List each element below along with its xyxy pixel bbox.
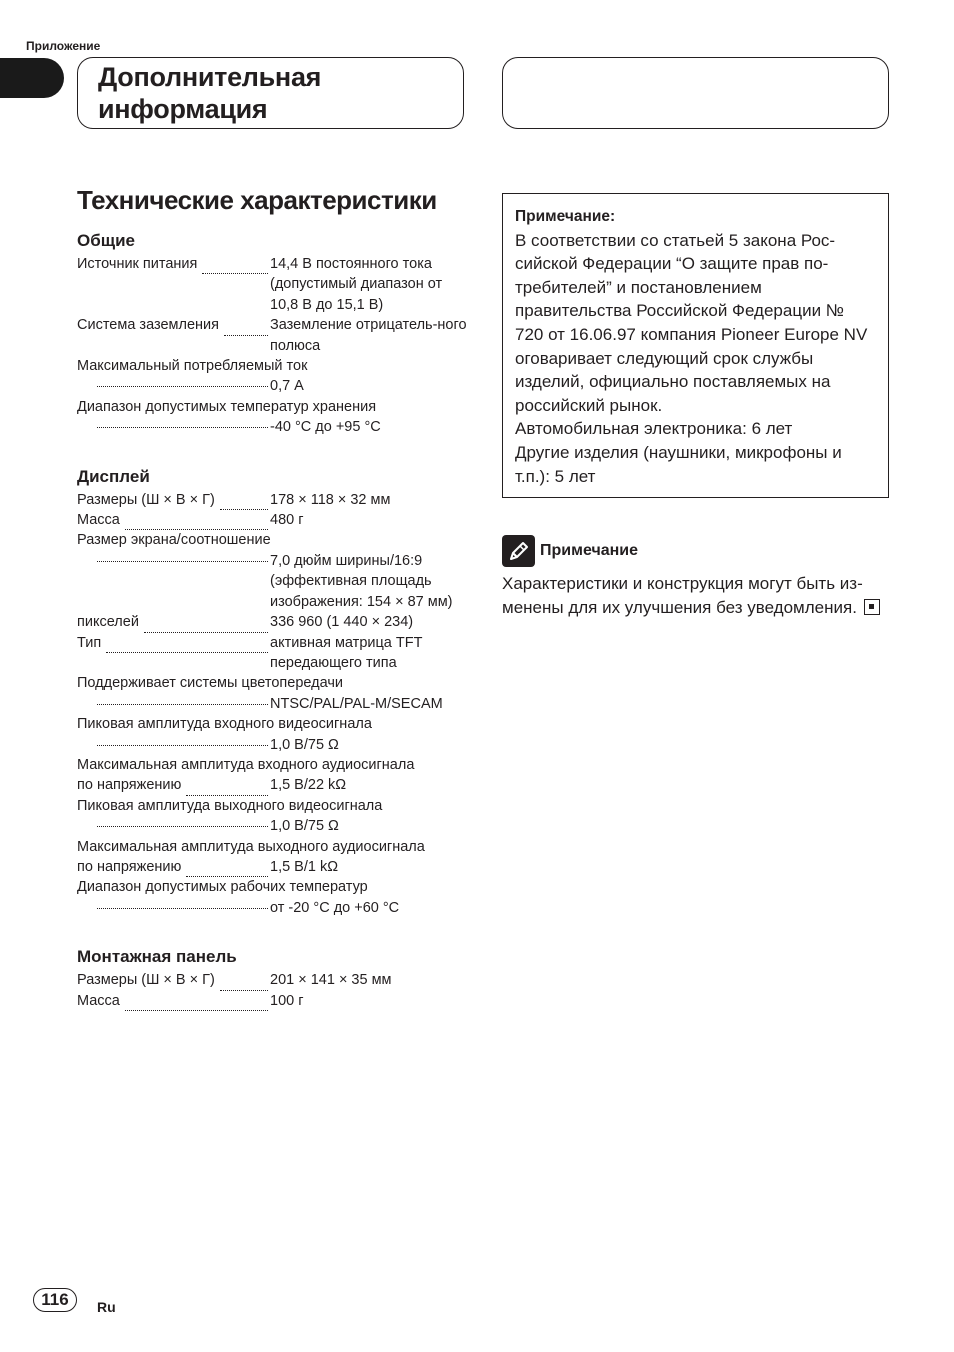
spec-label: Размер экрана/соотношение <box>77 532 271 549</box>
chapter-title-box <box>77 57 464 129</box>
chapter-tab <box>0 58 64 98</box>
section-label: Приложение <box>26 39 101 53</box>
pen-icon <box>502 535 535 567</box>
spec-label: Масса <box>77 512 120 529</box>
spec-value: 1,0 В/75 Ω <box>270 736 339 753</box>
spec-row-color <box>77 694 467 714</box>
spec-label: по напряжению <box>77 777 182 794</box>
end-mark-icon <box>864 599 880 615</box>
spec-label: Максимальный потребляемый ток <box>77 358 308 375</box>
spec-row-current <box>77 376 467 396</box>
spec-value: 201 × 141 × 35 мм <box>270 972 392 989</box>
group-title-display: Дисплей <box>77 466 150 486</box>
spec-value: 0,7 А <box>270 378 304 395</box>
spec-row-optemp <box>77 898 467 918</box>
spec-label: Диапазон допустимых рабочих температур <box>77 879 368 896</box>
spec-label: Пиковая амплитуда входного видеосигнала <box>77 716 372 733</box>
page-title: Технические характеристики <box>77 185 437 215</box>
spec-row-mass <box>77 510 467 530</box>
spec-row-mount-mass <box>77 991 467 1011</box>
legal-note-box <box>502 193 889 498</box>
note-block <box>502 535 889 619</box>
legal-note-other: Другие изделия (наушники, микрофоны и т.п.): 5 лет <box>515 442 842 486</box>
spec-value: от -20 °C до +60 °C <box>270 899 400 916</box>
legal-note-body: В соответствии со статьей 5 закона Рос-сийской Федерации “О защите прав по-требителей” и постановлением правительства Российской Федерации № 720 от 16.06.97 компания Pioneer Europe NV оговаривает следующий срок службы изделий, официально поставляемых на российский рынок. <box>515 230 868 415</box>
spec-row-dims <box>77 490 467 510</box>
page-number: 116 <box>33 1288 77 1312</box>
spec-label: пикселей <box>77 614 139 631</box>
note-heading: Примечание <box>540 542 639 559</box>
spec-value: 178 × 118 × 32 мм <box>270 491 391 508</box>
spec-row-pixels <box>77 612 467 632</box>
spec-value: 1,5 В/22 kΩ <box>270 777 347 794</box>
spec-label: Источник питания <box>77 256 198 272</box>
spec-row-power <box>77 254 467 315</box>
spec-label: Тип <box>77 634 102 651</box>
spec-label: Поддерживает системы цветопередачи <box>77 675 343 692</box>
spec-label: Размеры (Ш × В × Г) <box>77 491 215 508</box>
spec-label: Система заземления <box>77 317 219 334</box>
legal-note-auto: Автомобильная электроника: 6 лет <box>515 419 793 439</box>
spec-row-storage <box>77 417 467 437</box>
spec-label: Пиковая амплитуда выходного видеосигнала <box>77 797 383 814</box>
spec-label: Размеры (Ш × В × Г) <box>77 972 215 989</box>
spec-value: 7,0 дюйм ширины/16:9 (эффективная площадь изображения: 154 × 87 мм) <box>270 552 453 610</box>
spec-value: 1,0 В/75 Ω <box>270 818 339 835</box>
spec-value: 480 г <box>270 512 304 529</box>
group-title-general: Общие <box>77 231 135 250</box>
spec-row-ain <box>77 775 467 795</box>
specs-column <box>77 228 467 1011</box>
spec-row-vout <box>77 816 467 836</box>
legal-note-heading: Примечание: <box>515 208 616 225</box>
header-empty-box <box>502 57 889 129</box>
spec-row-ground <box>77 315 467 356</box>
spec-label: Максимальная амплитуда выходного аудиосигнала <box>77 838 425 855</box>
spec-label: Диапазон допустимых температур хранения <box>77 398 377 415</box>
language-code: Ru <box>97 1299 116 1315</box>
spec-row-type <box>77 633 467 674</box>
spec-label: Максимальная амплитуда входного аудиосигнала <box>77 756 415 773</box>
note-body: Характеристики и конструкция могут быть из-менены для их улучшения без уведомления. <box>502 574 863 617</box>
spec-value: Заземление отрицатель-ного полюса <box>270 317 467 354</box>
spec-value: активная матрица TFT передающего типа <box>270 634 423 671</box>
spec-row-aout <box>77 857 467 877</box>
spec-value: 100 г <box>270 992 304 1009</box>
spec-value: NTSC/PAL/PAL-M/SECAM <box>270 695 443 712</box>
spec-value: 1,5 В/1 kΩ <box>270 858 339 875</box>
spec-row-screen <box>77 551 467 612</box>
spec-label: Масса <box>77 992 120 1009</box>
spec-value: 336 960 (1 440 × 234) <box>270 614 414 631</box>
spec-label: по напряжению <box>77 858 182 875</box>
spec-value: -40 °C до +95 °C <box>270 419 381 436</box>
group-title-mount: Монтажная панель <box>77 947 237 967</box>
spec-row-vin <box>77 735 467 755</box>
chapter-title: Дополнительная информация <box>98 62 322 124</box>
spec-row-mount-dims <box>77 970 467 990</box>
spec-value: 14,4 В постоянного тока (допустимый диапазон от 10,8 В до 15,1 В) <box>270 256 443 313</box>
